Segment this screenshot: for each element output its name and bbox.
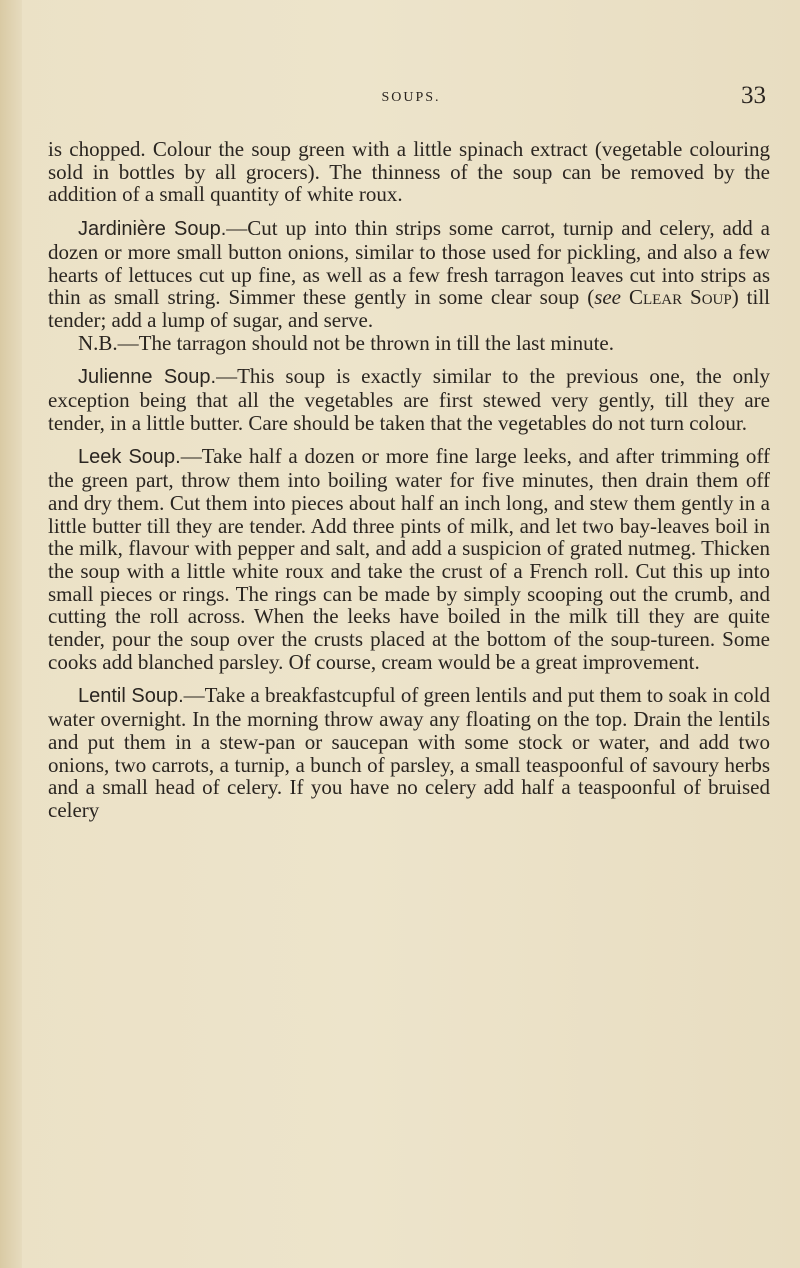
see-reference-word: see xyxy=(594,285,622,310)
recipe-title: Lentil Soup. xyxy=(78,685,184,708)
paragraph-continuation xyxy=(48,138,770,206)
recipe-text: —Take half a dozen or more fine large leeks, and after trimming off the green part, throw them into boiling water for five minutes, then drain them off and dry them. Cut them into pieces about half an inch long, and stew them gently in a little butter till they are tender. Add three pints of milk, and let two bay-leaves boil in the milk, flavour with pepper and salt, and add a suspicion of grated nutmeg. Thicken the soup with a little white roux and take the crust of a French roll. Cut this up into small pieces or rings. The rings can be made by simply scooping out the crumb, and cutting the roll across. When the leeks have boiled in the milk till they are quite tender, pour the soup over the crusts placed at the bottom of the soup-tureen. Some cooks add blanched parsley. Of course, cream would be a great improvement. xyxy=(48,444,770,674)
recipe-title: Julienne Soup. xyxy=(78,366,217,389)
recipe-title: Jardinière Soup. xyxy=(78,218,227,241)
recipe-text: —Cut up into thin strips some carrot, turnip and celery, add a dozen or more small button onions, similar to those used for pickling, and also a few hearts of lettuces cut up fine, as well as a few fresh tarragon leaves cut into strips as thin as small string. Simmer these gently in some clear soup ( xyxy=(48,216,770,310)
page-number: 33 xyxy=(741,82,766,109)
recipe-julienne xyxy=(48,365,770,434)
page-gutter xyxy=(0,0,22,1268)
recipe-jardiniere xyxy=(48,217,770,332)
recipe-text: —Take a breakfastcupful of green lentils and put them to soak in cold water overnight. In the morning throw away any floating on the top. Drain the lentils and put them in a stew-pan or saucepan with some stock or water, and add two onions, two carrots, a turnip, a bunch of parsley, a small teaspoonful of savoury herbs and a small head of celery. If you have no celery add half a teaspoonful of bruised celery xyxy=(48,683,770,822)
running-head: SOUPS. xyxy=(381,90,441,105)
recipe-text: —This soup is exactly similar to the previous one, the only exception being that all the vegetables are first stewed very gently, till they are tender, in a little butter. Care should be taken that the vegetables do not turn colour. xyxy=(48,364,771,435)
page-header xyxy=(50,82,772,122)
paragraph-text: is chopped. Colour the soup green with a little spinach extract (vegetable colouring sold in bottles by all grocers). The thinness of the soup can be removed by the addition of a small quantity of white roux. xyxy=(48,137,770,207)
nota-bene-note xyxy=(48,332,770,355)
recipe-title: Leek Soup. xyxy=(78,446,181,469)
recipe-text-end: ) till tender; add a lump of sugar, and serve. xyxy=(48,285,771,332)
recipe-lentil xyxy=(48,684,770,821)
recipe-leek xyxy=(48,445,770,673)
cross-reference: Clear Soup xyxy=(628,285,732,310)
note-text: N.B.—The tarragon should not be thrown in till the last minute. xyxy=(78,330,615,355)
page-body xyxy=(48,138,770,822)
